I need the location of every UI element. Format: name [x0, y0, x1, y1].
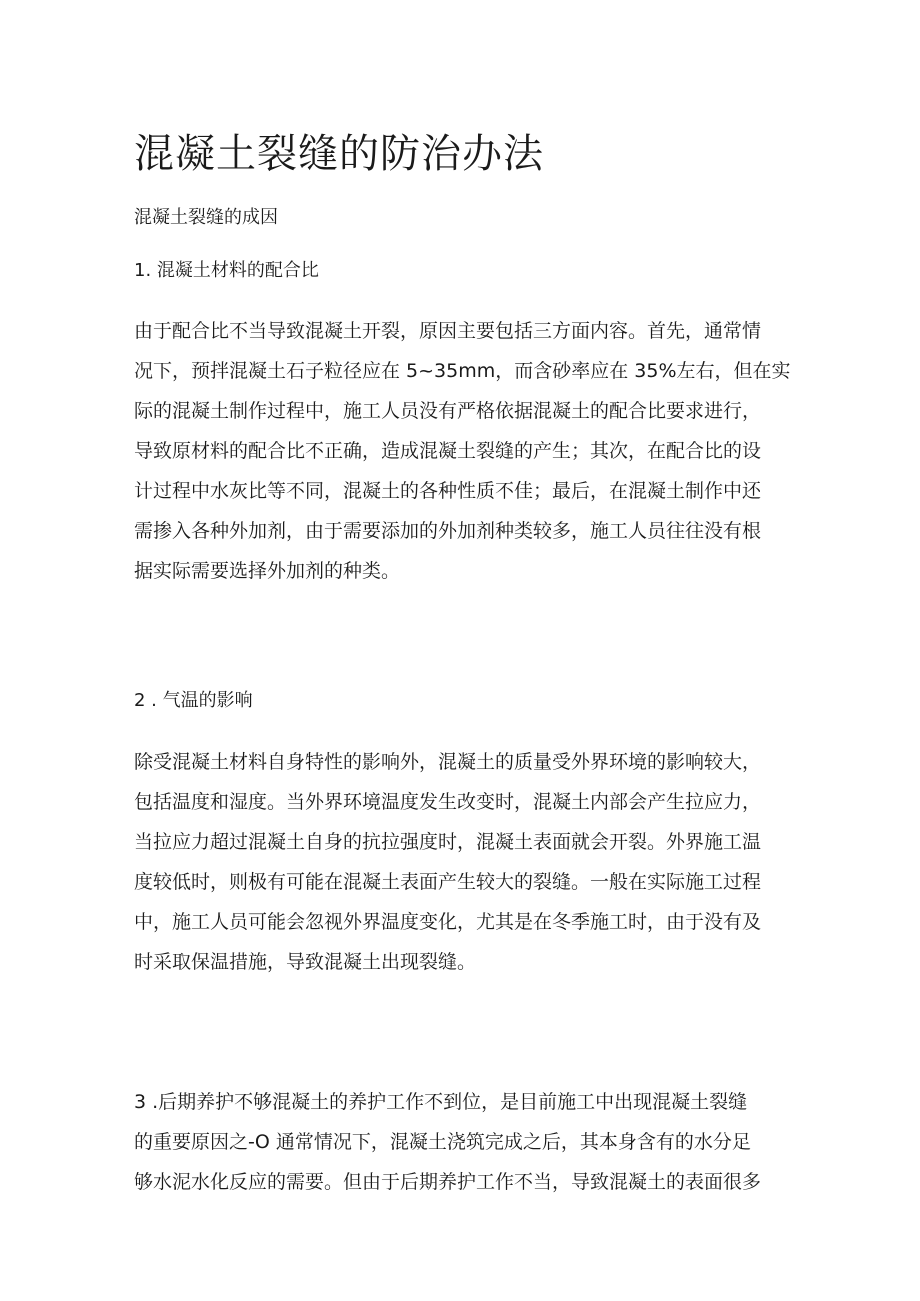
paragraph-line: 的重要原因之-O 通常情况下，混凝土浇筑完成之后，其本身含有的水分足 — [134, 1131, 751, 1153]
paragraph-line: 况下，预拌混凝土石子粒径应在 5~35mm，而含砂率应在 35%左右，但在实 — [134, 360, 791, 382]
paragraph-line: 3 .后期养护不够混凝土的养护工作不到位，是目前施工中出现混凝土裂缝 — [134, 1091, 748, 1113]
paragraph-line: 由于配合比不当导致混凝土开裂，原因主要包括三方面内容。首先，通常情 — [134, 320, 762, 342]
paragraph-line: 够水泥水化反应的需要。但由于后期养护工作不当，导致混凝土的表面很多 — [134, 1171, 762, 1193]
item1-paragraph — [134, 311, 800, 591]
item3-paragraph — [134, 1082, 800, 1202]
paragraph-line: 时采取保温措施，导致混凝土出现裂缝。 — [134, 951, 477, 973]
paragraph-line: 中，施工人员可能会忽视外界温度变化，尤其是在冬季施工时，由于没有及 — [134, 911, 762, 933]
paragraph-line: 需掺入各种外加剂，由于需要添加的外加剂种类较多，施工人员往往没有根 — [134, 520, 762, 542]
item1-heading: 1. 混凝土材料的配合比 — [134, 260, 319, 281]
item2-paragraph — [134, 742, 800, 982]
paragraph-line: 据实际需要选择外加剂的种类。 — [134, 560, 401, 582]
document-title: 混凝土裂缝的防治办法 — [134, 131, 544, 177]
paragraph-line: 包括温度和湿度。当外界环境温度发生改变时，混凝土内部会产生拉应力， — [134, 791, 762, 813]
paragraph-line: 度较低时，则极有可能在混凝土表面产生较大的裂缝。一般在实际施工过程 — [134, 871, 762, 893]
paragraph-line: 当拉应力超过混凝土自身的抗拉强度时，混凝土表面就会开裂。外界施工温 — [134, 831, 762, 853]
paragraph-line: 导致原材料的配合比不正确，造成混凝土裂缝的产生；其次，在配合比的设 — [134, 440, 762, 462]
paragraph-line: 除受混凝土材料自身特性的影响外，混凝土的质量受外界环境的影响较大， — [134, 751, 762, 773]
section-heading: 混凝土裂缝的成因 — [134, 207, 278, 228]
item2-heading: 2 . 气温的影响 — [134, 690, 253, 711]
paragraph-line: 计过程中水灰比等不同，混凝土的各种性质不佳；最后，在混凝土制作中还 — [134, 480, 762, 502]
paragraph-line: 际的混凝土制作过程中，施工人员没有严格依据混凝土的配合比要求进行， — [134, 400, 762, 422]
